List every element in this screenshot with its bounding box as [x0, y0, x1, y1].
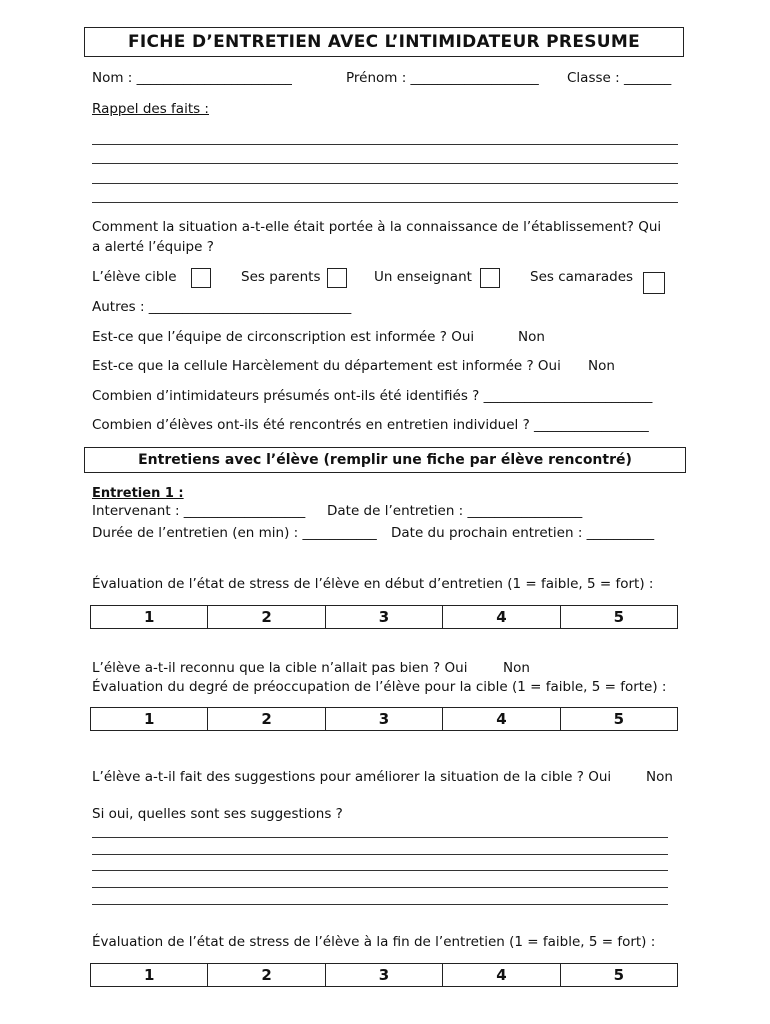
- prenom-field[interactable]: Prénom : ___________________: [346, 70, 539, 86]
- option-parents-checkbox[interactable]: [327, 268, 347, 288]
- scale-option-1[interactable]: 1: [91, 708, 208, 730]
- option-eleve-cible-label: L’élève cible: [92, 269, 177, 285]
- stress-debut-scale: [90, 605, 678, 629]
- scale-option-5[interactable]: 5: [613, 608, 625, 626]
- question-cellule: Est-ce que la cellule Harcèlement du département est informée ? Oui: [92, 358, 561, 374]
- question-suggestions: L’élève a-t-il fait des suggestions pour améliorer la situation de la cible ? Oui: [92, 769, 612, 785]
- section-title: Entretiens avec l’élève (remplir une fiche par élève rencontré): [84, 447, 686, 473]
- date-entretien-field[interactable]: Date de l’entretien : _________________: [327, 503, 583, 519]
- form-title: FICHE D’ENTRETIEN AVEC L’INTIMIDATEUR PRESUME: [84, 27, 684, 57]
- scale-option-3[interactable]: 3: [326, 964, 443, 986]
- option-enseignant-checkbox[interactable]: [480, 268, 500, 288]
- question-connaissance-line2: a alerté l’équipe ?: [92, 239, 214, 255]
- suggestions-line-5[interactable]: [92, 904, 668, 905]
- scale-option-1[interactable]: 1: [91, 606, 208, 628]
- cellule-non[interactable]: Non: [588, 358, 615, 374]
- question-connaissance-line1: Comment la situation a-t-elle était portée à la connaissance de l’établissement? Qui: [92, 219, 662, 235]
- scale-option-4[interactable]: 4: [443, 606, 560, 628]
- preoccupation-scale: [90, 707, 678, 731]
- reconnu-non[interactable]: Non: [503, 660, 530, 676]
- rappel-line-4[interactable]: [92, 202, 678, 203]
- scale-option-4[interactable]: 4: [443, 964, 560, 986]
- scale-option-3[interactable]: 3: [326, 606, 443, 628]
- scale-option-1[interactable]: 1: [91, 964, 208, 986]
- rappel-line-2[interactable]: [92, 163, 678, 164]
- scale-option-5[interactable]: 5: [613, 710, 625, 728]
- autres-field[interactable]: Autres : ______________________________: [92, 299, 352, 315]
- option-eleve-cible-checkbox[interactable]: [191, 268, 211, 288]
- stress-fin-scale: [90, 963, 678, 987]
- scale-option-2[interactable]: 2: [208, 708, 325, 730]
- suggestions-line-4[interactable]: [92, 887, 668, 888]
- stress-fin-label: Évaluation de l’état de stress de l’élève à la fin de l’entretien (1 = faible, 5 = fort) :: [92, 934, 656, 950]
- date-prochain-field[interactable]: Date du prochain entretien : __________: [391, 525, 655, 541]
- scale-option-5[interactable]: 5: [613, 966, 625, 984]
- duree-field[interactable]: Durée de l’entretien (en min) : ___________: [92, 525, 377, 541]
- suggestions-line-3[interactable]: [92, 870, 668, 871]
- stress-debut-label: Évaluation de l’état de stress de l’élève en début d’entretien (1 = faible, 5 = fort) :: [92, 576, 654, 592]
- question-reconnu: L’élève a-t-il reconnu que la cible n’allait pas bien ? Oui: [92, 660, 468, 676]
- scale-option-2[interactable]: 2: [208, 964, 325, 986]
- suggestions-non[interactable]: Non: [646, 769, 673, 785]
- si-oui-label: Si oui, quelles sont ses suggestions ?: [92, 806, 343, 822]
- rappel-line-1[interactable]: [92, 144, 678, 145]
- nom-field[interactable]: Nom : _______________________: [92, 70, 292, 86]
- rappel-line-3[interactable]: [92, 183, 678, 184]
- question-intimidateurs[interactable]: Combien d’intimidateurs présumés ont-ils été identifiés ? _________________________: [92, 388, 653, 404]
- rappel-label: Rappel des faits :: [92, 101, 209, 117]
- option-camarades-label: Ses camarades: [530, 269, 634, 285]
- suggestions-line-1[interactable]: [92, 837, 668, 838]
- option-camarades-checkbox[interactable]: [643, 272, 665, 294]
- preoccupation-label: Évaluation du degré de préoccupation de l’élève pour la cible (1 = faible, 5 = forte) :: [92, 679, 667, 695]
- suggestions-line-2[interactable]: [92, 854, 668, 855]
- option-enseignant-label: Un enseignant: [374, 269, 472, 285]
- scale-option-2[interactable]: 2: [208, 606, 325, 628]
- scale-option-3[interactable]: 3: [326, 708, 443, 730]
- intervenant-field[interactable]: Intervenant : __________________: [92, 503, 306, 519]
- question-eleves-rencontres[interactable]: Combien d’élèves ont-ils été rencontrés en entretien individuel ? _________________: [92, 417, 649, 433]
- classe-field[interactable]: Classe : _______: [567, 70, 672, 86]
- scale-option-4[interactable]: 4: [443, 708, 560, 730]
- option-parents-label: Ses parents: [241, 269, 321, 285]
- question-circonscription: Est-ce que l’équipe de circonscription est informée ? Oui: [92, 329, 475, 345]
- circonscription-non[interactable]: Non: [518, 329, 545, 345]
- entretien-label: Entretien 1 :: [92, 486, 184, 501]
